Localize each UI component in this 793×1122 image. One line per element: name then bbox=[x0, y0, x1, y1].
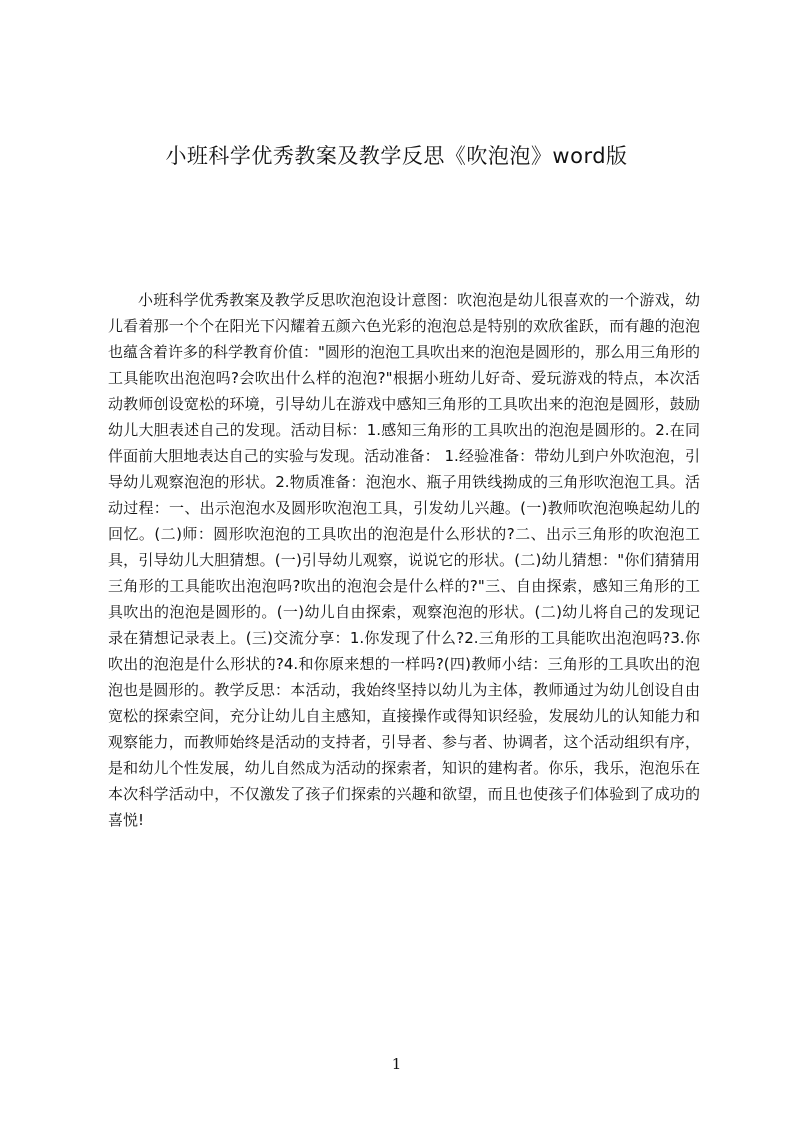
document-body: 小班科学优秀教案及教学反思吹泡泡设计意图：吹泡泡是幼儿很喜欢的一个游戏，幼儿看着那一个个在阳光下闪耀着五颜六色光彩的泡泡总是特别的欢欣雀跃，而有趣的泡泡也蕴含着许多的科学教育价值："圆形的泡泡工具吹出来的泡泡是圆形的，那么用三角形的工具能吹出泡泡吗?会吹出什么样的泡泡?"根据小班幼儿好奇、爱玩游戏的特点，本次活动教师创设宽松的环境，引导幼儿在游戏中感知三角形的工具吹出来的泡泡是圆形，鼓励幼儿大胆表述自己的发现。活动目标：1.感知三角形的工具吹出的泡泡是圆形的。2.在同伴面前大胆地表达自己的实验与发现。活动准备： 1.经验准备：带幼儿到户外吹泡泡，引导幼儿观察泡泡的形状。2.物质准备：泡泡水、瓶子用铁线拗成的三角形吹泡泡工具。活动过程：一、出示泡泡水及圆形吹泡泡工具，引发幼儿兴趣。(一)教师吹泡泡唤起幼儿的回忆。(二)师：圆形吹泡泡的工具吹出的泡泡是什么形状的?二、出示三角形的吹泡泡工具，引导幼儿大胆猜想。(一)引导幼儿观察，说说它的形状。(二)幼儿猜想："你们猜猜用三角形的工具能吹出泡泡吗?吹出的泡泡会是什么样的?"三、自由探索，感知三角形的工具吹出的泡泡是圆形的。(一)幼儿自由探索，观察泡泡的形状。(二)幼儿将自己的发现记录在猜想记录表上。(三)交流分享：1.你发现了什么?2.三角形的工具能吹出泡泡吗?3.你吹出的泡泡是什么形状的?4.和你原来想的一样吗?(四)教师小结：三角形的工具吹出的泡泡也是圆形的。教学反思：本活动，我始终坚持以幼儿为主体，教师通过为幼儿创设自由宽松的探索空间，充分让幼儿自主感知，直接操作或得知识经验，发展幼儿的认知能力和观察能力，而教师始终是活动的支持者，引导者、参与者、协调者，这个活动组织有序，是和幼儿个性发展，幼儿自然成为活动的探索者，知识的建构者。你乐，我乐，泡泡乐在本次科学活动中，不仅激发了孩子们探索的兴趣和欲望，而且也使孩子们体验到了成功的喜悦! bbox=[108, 291, 700, 829]
page-number: 1 bbox=[391, 1055, 402, 1073]
document-title: 小班科学优秀教案及教学反思《吹泡泡》word版 bbox=[165, 144, 628, 168]
